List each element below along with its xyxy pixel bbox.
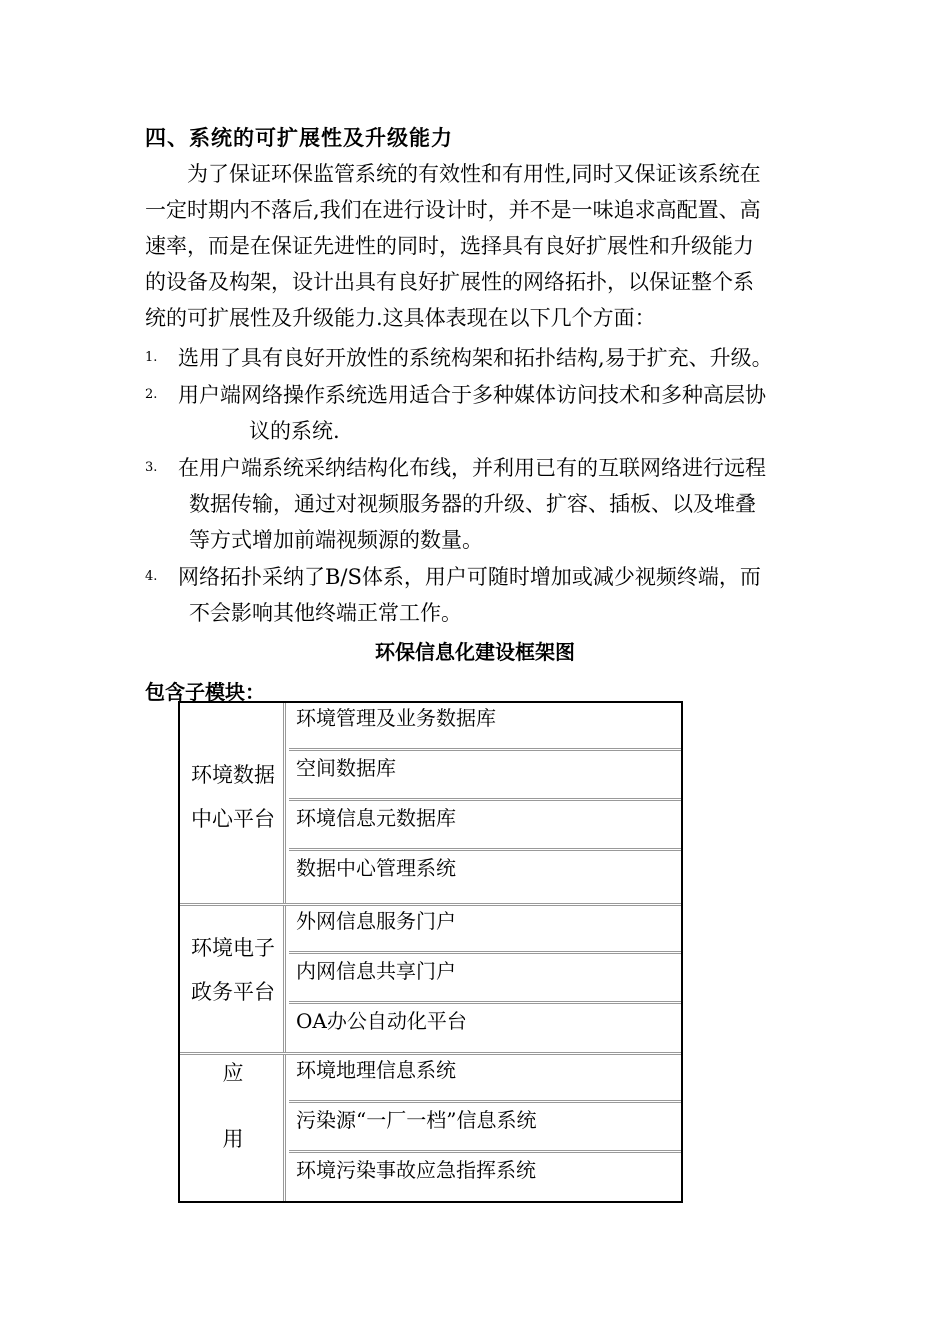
list-item-line: 不会影响其他终端正常工作。 bbox=[189, 601, 462, 625]
module-cell: 外网信息服务门户 bbox=[289, 906, 681, 954]
paragraph-line: 统的可扩展性及升级能力.这具体表现在以下几个方面： bbox=[145, 306, 656, 330]
module-cell: 空间数据库 bbox=[289, 753, 681, 801]
module-cell: 数据中心管理系统 bbox=[296, 856, 456, 880]
section-heading: 四、系统的可扩展性及升级能力 bbox=[145, 126, 453, 150]
list-number: 3. bbox=[145, 460, 158, 475]
sub-module-label: 包含子模块： bbox=[145, 680, 265, 704]
figure-caption: 环保信息化建设框架图 bbox=[375, 640, 575, 664]
module-cell: 环境地理信息系统 bbox=[289, 1055, 681, 1103]
feature-list bbox=[145, 340, 805, 631]
list-number: 2. bbox=[145, 387, 158, 402]
module-cell: 污染源“一厂一档”信息系统 bbox=[289, 1105, 681, 1153]
module-cell: 环境管理及业务数据库 bbox=[289, 703, 681, 751]
group-label-cell bbox=[180, 1055, 286, 1201]
module-cell: 内网信息共享门户 bbox=[289, 956, 681, 1004]
list-item bbox=[145, 450, 805, 558]
group-applications bbox=[180, 1055, 681, 1201]
group-label-cell bbox=[180, 906, 286, 1052]
list-item-line: 数据传输，通过对视频服务器的升级、扩容、插板、以及堆叠 bbox=[189, 492, 756, 516]
group-label-line: 用 bbox=[222, 1127, 244, 1151]
group-label-line: 中心平台 bbox=[191, 807, 275, 831]
list-number: 4. bbox=[145, 569, 158, 584]
list-item-line: 选用了具有良好开放性的系统构架和拓扑结构,易于扩充、升级。 bbox=[178, 346, 773, 370]
list-number: 1. bbox=[145, 350, 158, 365]
group-label-line: 政务平台 bbox=[191, 980, 275, 1004]
module-cell: 环境污染事故应急指挥系统 bbox=[296, 1158, 536, 1182]
module-cell: 环境信息元数据库 bbox=[289, 803, 681, 851]
group-label-line: 应 bbox=[222, 1061, 244, 1085]
list-item bbox=[145, 559, 805, 631]
list-item-line: 用户端网络操作系统选用适合于多种媒体访问技术和多种高层协 bbox=[178, 383, 766, 407]
list-item bbox=[145, 340, 805, 376]
intro-paragraph bbox=[145, 156, 805, 336]
group-label-line: 环境电子 bbox=[191, 936, 275, 960]
group-e-government bbox=[180, 906, 681, 1052]
list-item bbox=[145, 377, 805, 449]
group-label-cell bbox=[180, 703, 286, 903]
list-item-line: 议的系统. bbox=[249, 419, 340, 443]
module-cell: OA办公自动化平台 bbox=[296, 1009, 467, 1033]
paragraph-line: 的设备及构架，设计出具有良好扩展性的网络拓扑，以保证整个系 bbox=[145, 270, 754, 294]
list-item-line: 网络拓扑采纳了B/S体系，用户可随时增加或减少视频终端，而 bbox=[178, 565, 761, 589]
paragraph-line: 一定时期内不落后,我们在进行设计时，并不是一味追求高配置、高 bbox=[145, 198, 761, 222]
group-data-center bbox=[180, 703, 681, 903]
list-item-line: 在用户端系统采纳结构化布线，并利用已有的互联网络进行远程 bbox=[178, 456, 766, 480]
group-label-line: 环境数据 bbox=[191, 763, 275, 787]
paragraph-line: 速率，而是在保证先进性的同时，选择具有良好扩展性和升级能力 bbox=[145, 234, 754, 258]
list-item-line: 等方式增加前端视频源的数量。 bbox=[189, 528, 483, 552]
framework-table bbox=[178, 701, 683, 1203]
paragraph-line: 为了保证环保监管系统的有效性和有用性,同时又保证该系统在 bbox=[187, 162, 761, 186]
